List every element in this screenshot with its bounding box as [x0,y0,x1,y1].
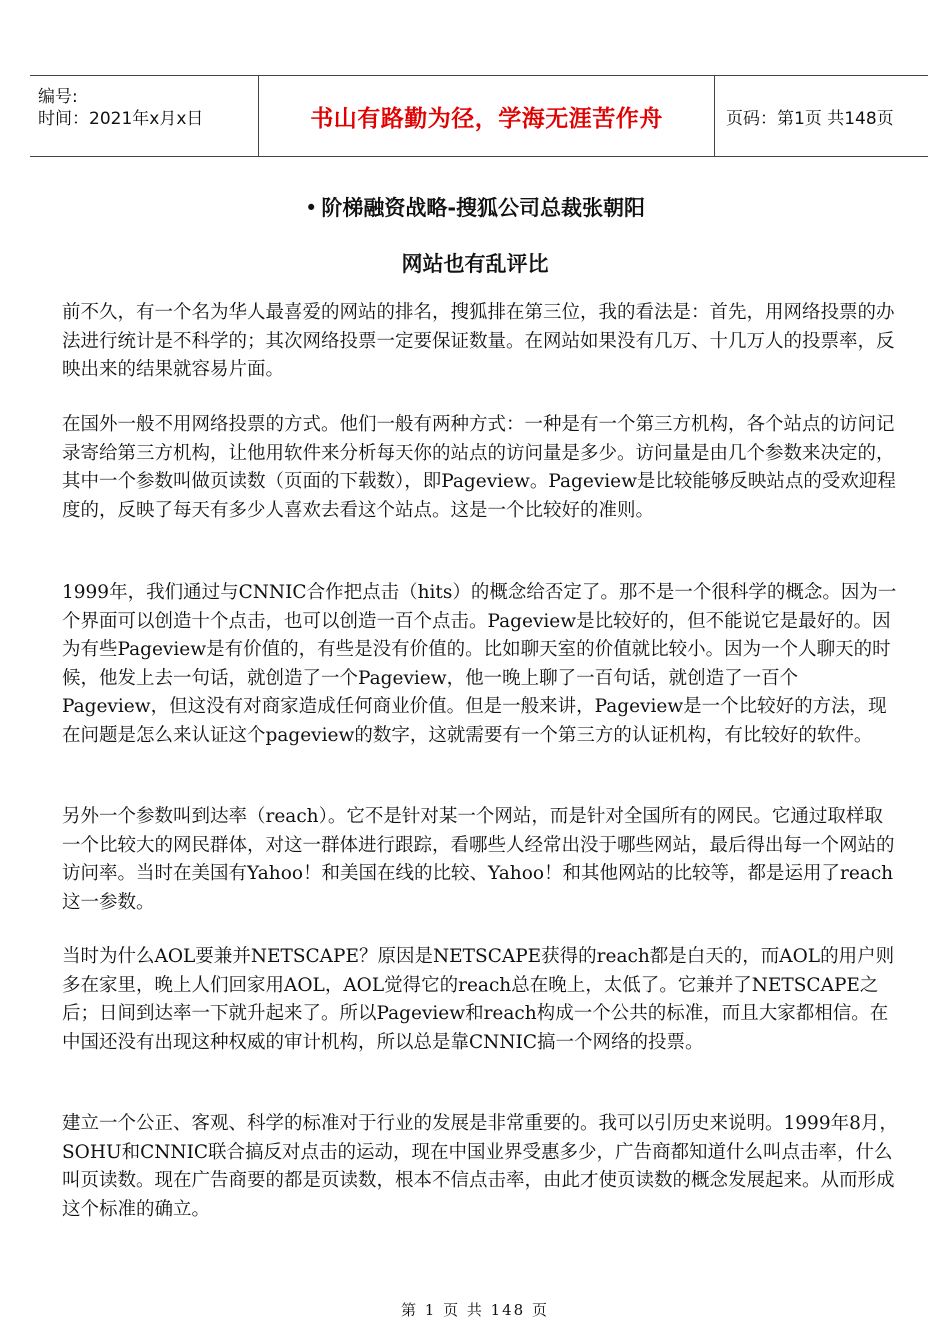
number-label: 编号: [38,87,78,107]
paragraph-3: 1999年，我们通过与CNNIC合作把点击（hits）的概念给否定了。那不是一个很科学的概念。因为一个界面可以创造十个点击，也可以创造一百个点击。Pageview是比较好的，但不能说它是最好的。因为有些Pageview是有价值的，有些是没有价值的。比如聊天室的价值就比较小。因为一个人聊天的时候，他发上去一句话，就创造了一个Pageview，他一晚上聊了一百句话，就创造了一百个Pageview，但这没有对商家造成任何商业价值。但是一般来讲，Pageview是一个比较好的方法，现在问题是怎么来认证这个pageview的数字，这就需要有一个第三方的认证机构，有比较好的软件。 [62,582,897,746]
paragraph-4: 另外一个参数叫到达率（reach）。它不是针对某一个网站，而是针对全国所有的网民。它通过取样取一个比较大的网民群体，对这一群体进行跟踪，看哪些人经常出没于哪些网站，最后得出每一个网站的访问率。当时在美国有Yahoo！和美国在线的比较、Yahoo！和其他网站的比较等，都是运用了reach这一参数。 [62,806,895,913]
header-motto-cell [258,76,715,156]
page-footer: 第 1 页 共 148 页 [400,1301,549,1319]
paragraph-5: 当时为什么AOL要兼并NETSCAPE？原因是NETSCAPE获得的reach都是白天的，而AOL的用户则多在家里，晚上人们回家用AOL，AOL觉得它的reach总在晚上，太低了。它兼并了NETSCAPE之后；日间到达率一下就升起来了。所以Pageview和reach构成一个公共的标准，而且大家都相信。在中国还没有出现这种权威的审计机构，所以总是靠CNNIC搞一个网络的投票。 [62,946,895,1053]
header-page-cell [714,76,928,156]
motto-text: 书山有路勤为径，学海无涯苦作舟 [310,105,663,132]
paragraph-2: 在国外一般不用网络投票的方式。他们一般有两种方式：一种是有一个第三方机构，各个站点的访问记录寄给第三方机构，让他用软件来分析每天你的站点的访问量是多少。访问量是由几个参数来决定的，其中一个参数叫做页读数（页面的下载数），即Pageview。Pageview是比较能够反映站点的受欢迎程度的，反映了每天有多少人喜欢去看这个站点。这是一个比较好的准则。 [62,414,896,521]
article-title [0,192,950,222]
document-header [30,75,928,157]
section-title: 网站也有乱评比 [401,252,549,276]
paragraph-1: 前不久，有一个名为华人最喜爱的网站的排名，搜狐排在第三位，我的看法是：首先，用网络投票的办法进行统计是不科学的；其次网络投票一定要保证数量。在网站如果没有几万、十几万人的投票率，反映出来的结果就容易片面。 [62,302,895,380]
header-left-cell [30,76,258,156]
bullet-icon: • [304,196,318,220]
time-label: 时间：2021年x月x日 [38,109,204,129]
paragraph-6: 建立一个公正、客观、科学的标准对于行业的发展是非常重要的。我可以引历史来说明。1999年8月，SOHU和CNNIC联合搞反对点击的运动，现在中国业界受惠多少，广告商都知道什么叫点击率，什么叫页读数。现在广告商要的都是页读数，根本不信点击率，由此才使页读数的概念发展起来。从而形成这个标准的确立。 [62,1113,898,1220]
article-title-text: 阶梯融资战略-搜狐公司总裁张朝阳 [321,196,646,220]
page-code: 页码：第1页 共148页 [726,108,894,129]
